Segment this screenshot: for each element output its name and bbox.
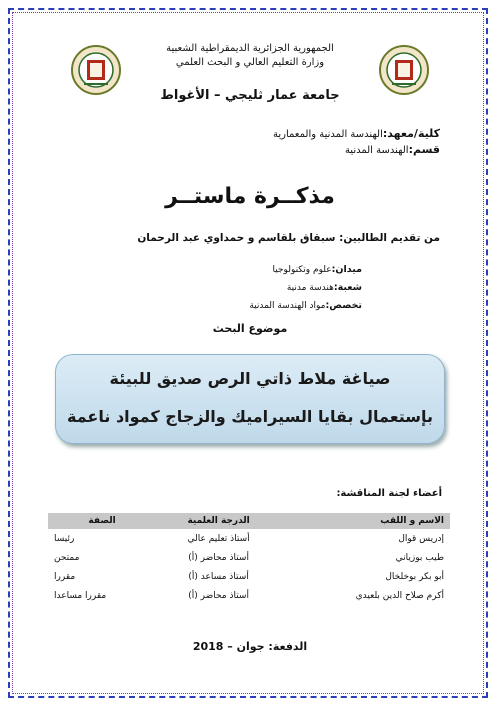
students-line: من تقديم الطالبين: سبقاق بلقاسم و حمداوي عبد الرحمان (137, 232, 440, 244)
member-rank: أستاذ محاضر (أ) (188, 552, 249, 563)
member-name: أبو بكر بوخلخال (385, 571, 444, 582)
university-logo-right (378, 44, 430, 96)
member-role: مقررا مساعدا (54, 590, 107, 601)
header-name: الاسم و اللقب (281, 513, 450, 529)
member-role: مقررا (54, 571, 76, 582)
member-role: ممتحن (54, 552, 80, 563)
document-title: مذكــرة ماستــر (165, 184, 335, 209)
department-value: الهندسة المدنية (344, 145, 409, 156)
topic-box (55, 354, 445, 444)
faculty-label: كلية/معهد: (382, 127, 440, 140)
member-rank: أستاذ محاضر (أ) (188, 590, 249, 601)
field-value: علوم وتكنولوجيا (272, 265, 332, 275)
branch-value: هندسة مدنية (286, 283, 334, 293)
subject-label: موضوع البحث (212, 322, 288, 335)
member-name: إدريس قوال (398, 533, 444, 544)
member-rank: أستاذ مساعد (أ) (188, 571, 249, 582)
university-logo-left (70, 44, 122, 96)
topic-line-2: بإستعمال بقايا السيراميك والزجاج كمواد ناعمة (67, 407, 433, 426)
branch-line (287, 280, 362, 296)
field-label: ميدان: (331, 264, 362, 275)
committee-label: أعضاء لجنة المناقشة: (336, 488, 442, 499)
field-line (273, 262, 362, 278)
university-name: جامعة عمار ثليجي – الأغواط (160, 88, 340, 103)
table-row (48, 567, 450, 586)
specialty-line (249, 298, 362, 314)
member-name: أكرم صلاح الدين بلعيدي (355, 590, 444, 601)
branch-label: شعبة: (333, 282, 362, 293)
table-row (48, 586, 450, 605)
department-line (345, 142, 440, 158)
table-row (48, 548, 450, 567)
member-rank: أستاذ تعليم عالي (187, 533, 250, 544)
header-role: الصفة (48, 513, 156, 529)
committee-table (48, 513, 450, 605)
faculty-line (273, 126, 440, 142)
specialty-value: مواد الهندسة المدنية (249, 301, 326, 311)
specialty-label: تخصص: (325, 300, 362, 311)
member-role: رئيسا (54, 533, 75, 544)
member-name: طيب بوزياني (395, 552, 444, 563)
ministry-name: وزارة التعليم العالي و البحث العلمي (175, 57, 325, 68)
header-rank: الدرجة العلمية (156, 513, 281, 529)
department-label: قسم: (408, 143, 440, 156)
topic-line-1: صياغة ملاط ذاتي الرص صديق للبيئة (109, 369, 391, 388)
republic-name: الجمهورية الجزائرية الديمقراطية الشعبية (166, 43, 334, 54)
faculty-value: الهندسة المدنية والمعمارية (273, 129, 383, 140)
table-row (48, 529, 450, 548)
table-header-row (48, 513, 450, 529)
class-date: الدفعة: جوان – 2018 (192, 640, 308, 653)
